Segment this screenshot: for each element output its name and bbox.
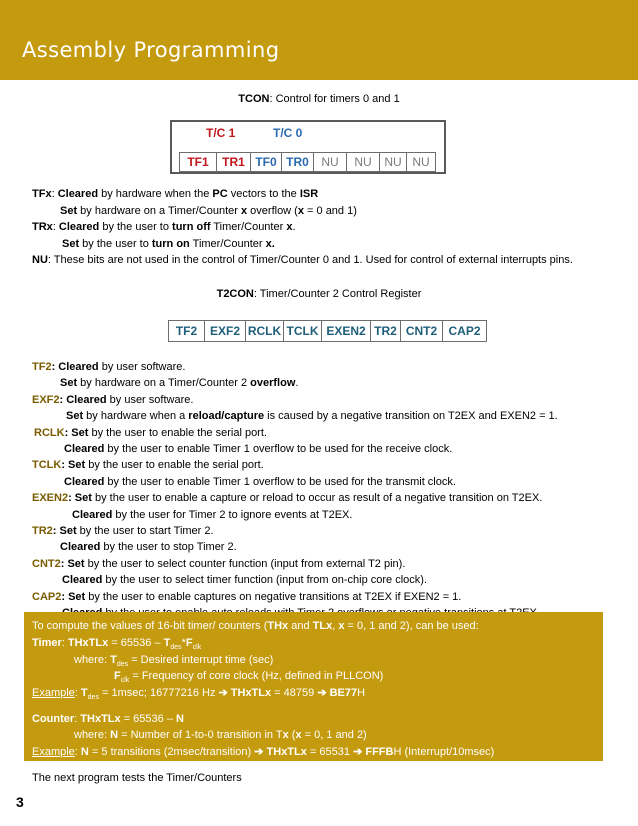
t2con-line: TCLK: Set by the user to enable the serial port. bbox=[32, 459, 264, 472]
tcon-caption bbox=[0, 93, 638, 105]
tcon-desc: : Control for timers 0 and 1 bbox=[269, 93, 400, 105]
arrow-icon: ➔ bbox=[218, 687, 228, 699]
t2con-line: EXF2: Cleared by user software. bbox=[32, 393, 194, 406]
arrow-icon: ➔ bbox=[254, 746, 264, 758]
formula-box bbox=[24, 612, 603, 761]
tcon-bit-tr1: TR1 bbox=[216, 152, 251, 172]
t2con-line: Cleared by the user to enable Timer 1 overflow to be used for the receive clock. bbox=[64, 443, 453, 456]
t2con-bit-exen2: EXEN2 bbox=[321, 320, 371, 342]
tcon-descriptions bbox=[32, 186, 573, 269]
page-number: 3 bbox=[16, 794, 24, 810]
timer-example: Example: $T_{des} = 1msec$; 16777216 Hz ➔ THxTLx = 48759 ➔ BE77H bbox=[32, 687, 366, 702]
t2con-line: CNT2: Set by the user to select counter function (input from external T2 pin). bbox=[32, 557, 406, 570]
counter-formula: Counter: THxTLx = 65536 – N bbox=[32, 713, 184, 725]
t2con-bit-rclk: RCLK bbox=[245, 320, 284, 342]
tcon-bit-nu4: NU bbox=[406, 152, 436, 172]
tcon-bit-nu1: NU bbox=[313, 152, 347, 172]
t2con-bit-tf2: TF2 bbox=[168, 320, 205, 342]
t2con-line: Set by hardware when a reload/capture is caused by a negative transition on T2EX and EXEN2 = 1. bbox=[66, 410, 558, 423]
t2con-name: T2CON bbox=[216, 288, 254, 300]
tcon-line: TRx: Cleared by the user to turn off Timer/Counter x. bbox=[32, 221, 296, 233]
t2con-line: TR2: Set by the user to start Timer 2. bbox=[32, 525, 214, 538]
tcon-bits bbox=[179, 152, 435, 172]
t2con-line: Cleared by the user to stop Timer 2. bbox=[60, 541, 237, 554]
t2con-line: Cleared by the user to enable Timer 1 overflow to be used for the transmit clock. bbox=[64, 475, 456, 488]
t2con-line: Cleared by the user to select timer function (input from on-chip core clock). bbox=[62, 574, 427, 587]
t2con-line: RCLK: Set by the user to enable the serial port. bbox=[34, 426, 267, 439]
t2con-bit-tr2: TR2 bbox=[370, 320, 401, 342]
t2con-line: EXEN2: Set by the user to enable a capture or reload to occur as result of a negative transition on T2EX. bbox=[32, 492, 543, 505]
t2con-bit-exf2: EXF2 bbox=[204, 320, 246, 342]
t2con-bit-cap2: CAP2 bbox=[442, 320, 487, 342]
t2con-caption bbox=[0, 288, 638, 300]
tcon-bit-tr0: TR0 bbox=[281, 152, 314, 172]
tcon-line: TFx: Cleared by hardware when the PC vectors to the ISR bbox=[32, 188, 319, 200]
timer-where-tdes: where: $T_{des}$ = Desired interrupt time (sec) bbox=[74, 654, 274, 669]
footer-note: The next program tests the Timer/Counters bbox=[32, 772, 242, 784]
timer-formula: Timer: THxTLx = $65536 - T_{des}*F_{clk}$ bbox=[32, 637, 202, 652]
arrow-icon: ➔ bbox=[353, 746, 363, 758]
arrow-icon: ➔ bbox=[317, 687, 327, 699]
t2con-line: TF2: Cleared by user software. bbox=[32, 361, 186, 373]
t2con-descriptions bbox=[32, 359, 558, 622]
tc0-group-label: T/C 0 bbox=[273, 126, 303, 140]
timer-where-fclk: $F_{clk}$ = Frequency of core clock (Hz, defined in PLLCON) bbox=[114, 670, 384, 685]
tcon-name: TCON bbox=[238, 93, 270, 105]
tcon-line: Set by the user to turn on Timer/Counter x. bbox=[62, 237, 275, 250]
t2con-line: Cleared by the user for Timer 2 to ignore events at T2EX. bbox=[72, 508, 353, 521]
t2con-line: Set by hardware on a Timer/Counter 2 overflow. bbox=[60, 377, 299, 390]
tcon-line: Set by hardware on a Timer/Counter x overflow (x = 0 and 1) bbox=[60, 204, 357, 217]
t2con-bit-cnt2: CNT2 bbox=[400, 320, 443, 342]
tcon-bit-nu2: NU bbox=[346, 152, 380, 172]
tcon-bit-nu3: NU bbox=[379, 152, 407, 172]
tcon-line: NU: These bits are not used in the control of Timer/Counter 0 and 1. Used for control of external interrupts pins. bbox=[32, 254, 573, 266]
tc1-group-label: T/C 1 bbox=[206, 126, 236, 140]
header-bar bbox=[0, 0, 638, 80]
page-title: Assembly Programming bbox=[22, 38, 280, 62]
tcon-bit-tf0: TF0 bbox=[250, 152, 282, 172]
formula-intro: To compute the values of 16-bit timer/ counters (THx and TLx, x = 0, 1 and 2), can be used: bbox=[32, 620, 479, 632]
counter-example: Example: N = 5 transitions (2msec/transition) ➔ THxTLx = 65531 ➔ FFFBH (Interrupt/10msec) bbox=[32, 746, 495, 758]
counter-where: where: N = Number of 1-to-0 transition in Tx (x = 0, 1 and 2) bbox=[74, 729, 367, 741]
t2con-bit-tclk: TCLK bbox=[283, 320, 322, 342]
t2con-line: CAP2: Set by the user to enable captures on negative transitions at T2EX if EXEN2 = 1. bbox=[32, 590, 462, 603]
t2con-bits bbox=[168, 320, 486, 342]
tcon-bit-tf1: TF1 bbox=[179, 152, 217, 172]
t2con-desc: : Timer/Counter 2 Control Register bbox=[253, 288, 422, 300]
